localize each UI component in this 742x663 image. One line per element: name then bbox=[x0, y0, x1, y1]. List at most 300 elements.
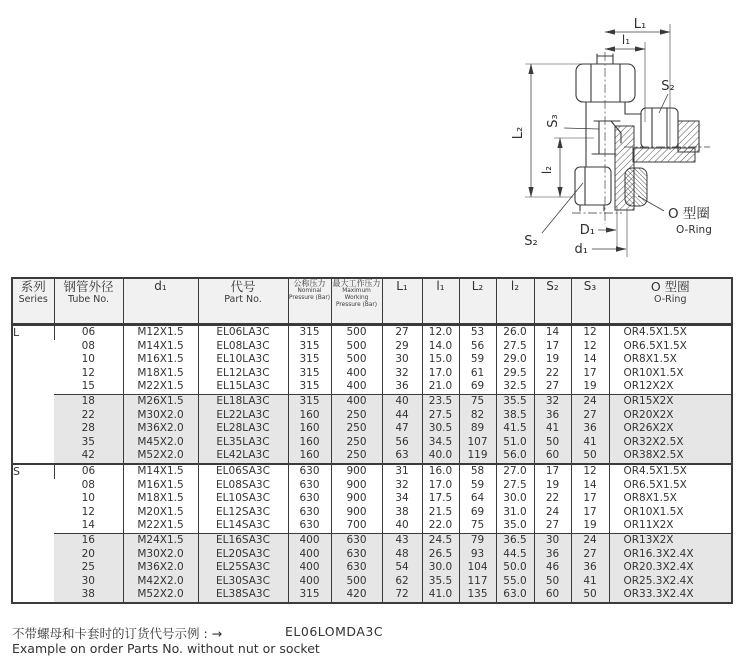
label-l1: l₁ bbox=[621, 33, 631, 47]
spec-row bbox=[12, 449, 732, 464]
spec-cell: OR11X2X bbox=[609, 519, 732, 533]
spec-cell: 315 bbox=[288, 588, 331, 603]
spec-cell: 60 bbox=[534, 449, 571, 464]
spec-cell: 400 bbox=[288, 548, 331, 562]
spec-cell: EL12SA3C bbox=[198, 506, 288, 520]
spec-cell: 42 bbox=[54, 449, 123, 464]
spec-cell: 22 bbox=[54, 409, 123, 423]
spec-cell: M18X1.5 bbox=[123, 492, 198, 506]
spec-cell: 400 bbox=[288, 533, 331, 547]
label-l2: l₂ bbox=[540, 165, 554, 175]
spec-cell: 104 bbox=[459, 561, 496, 575]
spec-cell: 12 bbox=[571, 325, 609, 340]
spec-cell: 250 bbox=[331, 436, 382, 450]
spec-cell: OR15X2X bbox=[609, 394, 732, 408]
label-L2: L₂ bbox=[511, 126, 526, 140]
spec-cell: 12 bbox=[81, 366, 95, 379]
column-header-zh: L₁ bbox=[396, 279, 408, 293]
column-header bbox=[12, 278, 54, 325]
cross-section-hatching bbox=[615, 121, 699, 210]
spec-cell: 17 bbox=[534, 464, 571, 479]
spec-cell: 250 bbox=[331, 409, 382, 423]
spec-cell: 25 bbox=[54, 561, 123, 575]
spec-cell: 27 bbox=[534, 519, 571, 533]
spec-cell: 630 bbox=[288, 492, 331, 506]
spec-cell: M26X1.5 bbox=[123, 394, 198, 408]
spec-cell: 10 bbox=[81, 353, 95, 366]
spec-cell: 38 bbox=[54, 588, 123, 603]
spec-cell: M22X1.5 bbox=[123, 380, 198, 394]
column-header-en: Series bbox=[18, 294, 48, 305]
spec-cell: 41.0 bbox=[422, 588, 459, 603]
spec-cell: 250 bbox=[331, 422, 382, 436]
spec-cell: 56 bbox=[459, 340, 496, 354]
spec-cell: 17.0 bbox=[422, 367, 459, 381]
spec-row bbox=[12, 561, 732, 575]
spec-cell: 46 bbox=[534, 561, 571, 575]
spec-cell: M14X1.5 bbox=[123, 340, 198, 354]
spec-cell: 36.5 bbox=[496, 533, 534, 547]
spec-cell: M22X1.5 bbox=[123, 519, 198, 533]
spec-cell: 27.5 bbox=[422, 409, 459, 423]
spec-cell: 24.5 bbox=[422, 533, 459, 547]
dimension-d1 bbox=[592, 210, 627, 257]
spec-cell: 63.0 bbox=[496, 588, 534, 603]
spec-cell: 54 bbox=[382, 561, 422, 575]
spec-cell: 27.5 bbox=[496, 340, 534, 354]
spec-cell: 41 bbox=[571, 575, 609, 589]
spec-cell: 16 bbox=[54, 533, 123, 547]
spec-cell: 19 bbox=[571, 519, 609, 533]
order-note-example: EL06LOMDA3C bbox=[285, 624, 384, 639]
spec-cell: 12 bbox=[81, 505, 95, 518]
spec-cell: EL06SA3C bbox=[198, 464, 288, 479]
spec-cell: 630 bbox=[288, 519, 331, 533]
spec-row bbox=[12, 533, 732, 547]
spec-cell: 14 bbox=[534, 325, 571, 340]
spec-cell: 08 bbox=[81, 339, 95, 352]
spec-row bbox=[12, 506, 732, 520]
spec-cell: OR32X2.5X bbox=[609, 436, 732, 450]
column-header bbox=[496, 278, 534, 325]
spec-cell: M24X1.5 bbox=[123, 533, 198, 547]
spec-row bbox=[12, 422, 732, 436]
spec-cell: M16X1.5 bbox=[123, 353, 198, 367]
column-header-zh: O 型圈 bbox=[650, 279, 690, 294]
spec-cell: 630 bbox=[331, 561, 382, 575]
spec-cell: 55.0 bbox=[496, 575, 534, 589]
column-header bbox=[422, 278, 459, 325]
column-header-zh: S₃ bbox=[583, 279, 597, 293]
spec-cell: 36 bbox=[382, 380, 422, 394]
spec-cell: 630 bbox=[288, 464, 331, 479]
spec-cell: EL14SA3C bbox=[198, 519, 288, 533]
column-header-zh: 代号 bbox=[230, 279, 256, 294]
spec-cell: 40.0 bbox=[422, 449, 459, 464]
spec-cell: OR26X2X bbox=[609, 422, 732, 436]
spec-cell: 20 bbox=[54, 548, 123, 562]
spec-cell: 34 bbox=[382, 492, 422, 506]
spec-cell: 50 bbox=[571, 588, 609, 603]
spec-cell: M16X1.5 bbox=[123, 479, 198, 493]
spec-cell: 19 bbox=[534, 353, 571, 367]
spec-row bbox=[12, 353, 732, 367]
spec-cell: 50.0 bbox=[496, 561, 534, 575]
spec-row bbox=[12, 519, 732, 533]
spec-cell: 21.0 bbox=[422, 380, 459, 394]
spec-cell: M20X1.5 bbox=[123, 506, 198, 520]
spec-cell: 79 bbox=[459, 533, 496, 547]
spec-cell: M14X1.5 bbox=[123, 464, 198, 479]
spec-cell: M36X2.0 bbox=[123, 422, 198, 436]
column-header-zh: d₁ bbox=[154, 279, 167, 293]
spec-cell: 12 bbox=[571, 340, 609, 354]
column-header-en: O-Ring bbox=[654, 294, 687, 305]
spec-cell: 900 bbox=[331, 506, 382, 520]
spec-cell: 420 bbox=[331, 588, 382, 603]
spec-cell: 17 bbox=[571, 506, 609, 520]
spec-cell: 47 bbox=[382, 422, 422, 436]
spec-cell: 35 bbox=[54, 436, 123, 450]
spec-cell: 36 bbox=[571, 561, 609, 575]
spec-cell: 315 bbox=[288, 340, 331, 354]
spec-cell: 75 bbox=[459, 519, 496, 533]
top-nut bbox=[576, 64, 635, 102]
spec-cell: OR13X2X bbox=[609, 533, 732, 547]
column-header-en: Part No. bbox=[224, 294, 262, 305]
spec-cell: 28 bbox=[54, 422, 123, 436]
spec-cell: M18X1.5 bbox=[123, 367, 198, 381]
spec-cell: 38 bbox=[382, 506, 422, 520]
column-header-zh: 公称压力 bbox=[293, 279, 326, 288]
label-S2-top: S₂ bbox=[661, 79, 675, 94]
spec-cell: 900 bbox=[331, 464, 382, 479]
spec-cell: 14 bbox=[571, 353, 609, 367]
spec-cell: OR25.3X2.4X bbox=[609, 575, 732, 589]
spec-cell: 500 bbox=[331, 575, 382, 589]
spec-cell: EL25SA3C bbox=[198, 561, 288, 575]
column-header-en: Nominal Pressure (Bar) bbox=[288, 288, 331, 301]
spec-cell: 630 bbox=[331, 548, 382, 562]
spec-cell: 400 bbox=[331, 394, 382, 408]
spec-cell: 06 bbox=[54, 325, 123, 340]
label-oring-zh: O 型圈 bbox=[668, 206, 710, 222]
fitting-diagram bbox=[498, 0, 742, 262]
spec-cell: 17.0 bbox=[422, 479, 459, 493]
column-header bbox=[534, 278, 571, 325]
spec-row bbox=[12, 548, 732, 562]
spec-cell: 27.0 bbox=[496, 464, 534, 479]
spec-cell: 400 bbox=[288, 575, 331, 589]
spec-cell: 51.0 bbox=[496, 436, 534, 450]
spec-cell: 56.0 bbox=[496, 449, 534, 464]
spec-cell: EL08LA3C bbox=[198, 340, 288, 354]
order-note-en: Example on order Parts No. without nut or socket bbox=[12, 641, 320, 656]
spec-cell: 24 bbox=[571, 394, 609, 408]
spec-cell: M36X2.0 bbox=[123, 561, 198, 575]
spec-cell: 69 bbox=[459, 380, 496, 394]
spec-cell: OR8X1.5X bbox=[609, 353, 732, 367]
spec-cell: EL10SA3C bbox=[198, 492, 288, 506]
spec-cell: 22 bbox=[534, 492, 571, 506]
order-note-zh: 不带螺母和卡套时的订货代号示例 : → bbox=[12, 626, 223, 641]
column-header bbox=[382, 278, 422, 325]
spec-cell: M30X2.0 bbox=[123, 548, 198, 562]
spec-row bbox=[12, 367, 732, 381]
spec-cell: 19 bbox=[534, 479, 571, 493]
spec-cell: 32 bbox=[534, 394, 571, 408]
spec-cell: 15.0 bbox=[422, 353, 459, 367]
spec-cell: 41.5 bbox=[496, 422, 534, 436]
spec-cell: OR4.5X1.5X bbox=[609, 464, 732, 479]
spec-cell: 315 bbox=[288, 380, 331, 394]
spec-cell: 58 bbox=[459, 464, 496, 479]
spec-cell: OR33.3X2.4X bbox=[609, 588, 732, 603]
spec-cell: 31.0 bbox=[496, 506, 534, 520]
spec-cell: 26.5 bbox=[422, 548, 459, 562]
spec-cell: 44 bbox=[382, 409, 422, 423]
spec-cell: 32 bbox=[382, 479, 422, 493]
spec-cell: EL30SA3C bbox=[198, 575, 288, 589]
spec-cell: 160 bbox=[288, 409, 331, 423]
spec-cell: 35.5 bbox=[422, 575, 459, 589]
spec-cell: 119 bbox=[459, 449, 496, 464]
spec-row bbox=[12, 464, 732, 479]
label-D1: D₁ bbox=[579, 223, 595, 238]
spec-cell: EL38SA3C bbox=[198, 588, 288, 603]
spec-cell: 29.0 bbox=[496, 353, 534, 367]
spec-cell: 32 bbox=[382, 367, 422, 381]
label-L1: L₁ bbox=[633, 17, 647, 32]
spec-row bbox=[12, 380, 732, 394]
spec-cell: 34.5 bbox=[422, 436, 459, 450]
spec-row bbox=[12, 325, 732, 340]
spec-cell: 69 bbox=[459, 506, 496, 520]
spec-cell: 59 bbox=[459, 353, 496, 367]
spec-cell: 17 bbox=[571, 367, 609, 381]
spec-cell: 19 bbox=[571, 380, 609, 394]
series-label: S bbox=[12, 464, 54, 603]
header-row bbox=[12, 278, 732, 325]
spec-cell: 48 bbox=[382, 548, 422, 562]
spec-cell: OR16.3X2.4X bbox=[609, 548, 732, 562]
spec-cell: EL10LA3C bbox=[198, 353, 288, 367]
label-S2-bottom: S₂ bbox=[524, 234, 538, 249]
spec-cell: EL18LA3C bbox=[198, 394, 288, 408]
column-header bbox=[609, 278, 732, 325]
label-S3: S₃ bbox=[546, 114, 561, 128]
spec-cell: 630 bbox=[331, 533, 382, 547]
spec-cell: 53 bbox=[459, 325, 496, 340]
spec-cell: OR12X2X bbox=[609, 380, 732, 394]
spec-cell: OR20X2X bbox=[609, 409, 732, 423]
spec-cell: 40 bbox=[382, 519, 422, 533]
column-header-zh: l₁ bbox=[436, 279, 445, 293]
column-header-zh: S₂ bbox=[546, 279, 559, 293]
spec-cell: 107 bbox=[459, 436, 496, 450]
spec-cell: 08 bbox=[81, 478, 95, 491]
spec-cell: 315 bbox=[288, 394, 331, 408]
column-header bbox=[331, 278, 382, 325]
column-header-en: Maximum Working Pressure (Bar) bbox=[335, 288, 378, 308]
spec-cell: M45X2.0 bbox=[123, 436, 198, 450]
spec-cell: 24 bbox=[571, 533, 609, 547]
spec-cell: 75 bbox=[459, 394, 496, 408]
column-header-zh: 钢管外径 bbox=[63, 279, 114, 294]
spec-cell: 31 bbox=[382, 464, 422, 479]
spec-cell: 30.0 bbox=[496, 492, 534, 506]
spec-cell: EL12LA3C bbox=[198, 367, 288, 381]
spec-cell: 30.0 bbox=[422, 561, 459, 575]
column-header bbox=[198, 278, 288, 325]
spec-cell: 400 bbox=[331, 367, 382, 381]
spec-cell: 500 bbox=[331, 340, 382, 354]
spec-cell: 41 bbox=[534, 422, 571, 436]
right-nut bbox=[641, 108, 678, 148]
column-header bbox=[459, 278, 496, 325]
spec-cell: 44.5 bbox=[496, 548, 534, 562]
spec-cell: 400 bbox=[331, 380, 382, 394]
spec-cell: 24 bbox=[534, 506, 571, 520]
spec-cell: 15 bbox=[81, 380, 95, 393]
column-header-zh: l₂ bbox=[510, 279, 520, 293]
spec-cell: 43 bbox=[382, 533, 422, 547]
spec-row bbox=[12, 409, 732, 423]
spec-cell: EL35LA3C bbox=[198, 436, 288, 450]
spec-cell: EL08SA3C bbox=[198, 479, 288, 493]
spec-cell: 30 bbox=[54, 575, 123, 589]
spec-cell: OR38X2.5X bbox=[609, 449, 732, 464]
spec-cell: 22.0 bbox=[422, 519, 459, 533]
spec-cell: 22 bbox=[534, 367, 571, 381]
spec-cell: 30 bbox=[382, 353, 422, 367]
spec-cell: 56 bbox=[382, 436, 422, 450]
spec-cell: 89 bbox=[459, 422, 496, 436]
column-header-zh: 最大工作压力 bbox=[332, 279, 381, 288]
o-ring-section bbox=[625, 168, 647, 206]
label-oring-en: O-Ring bbox=[676, 224, 712, 236]
spec-cell: OR10X1.5X bbox=[609, 506, 732, 520]
spec-cell: 30 bbox=[534, 533, 571, 547]
spec-cell: OR10X1.5X bbox=[609, 367, 732, 381]
spec-cell: OR20.3X2.4X bbox=[609, 561, 732, 575]
spec-cell: 21.5 bbox=[422, 506, 459, 520]
spec-cell: 29 bbox=[382, 340, 422, 354]
spec-cell: 27 bbox=[571, 409, 609, 423]
spec-cell: 700 bbox=[331, 519, 382, 533]
spec-cell: 900 bbox=[331, 492, 382, 506]
spec-cell: M52X2.0 bbox=[123, 449, 198, 464]
spec-cell: 117 bbox=[459, 575, 496, 589]
spec-cell: 160 bbox=[288, 422, 331, 436]
spec-cell: 14.0 bbox=[422, 340, 459, 354]
spec-row bbox=[12, 492, 732, 506]
spec-cell: 35.5 bbox=[496, 394, 534, 408]
spec-cell: EL22LA3C bbox=[198, 409, 288, 423]
spec-cell: 10 bbox=[81, 492, 95, 505]
spec-row bbox=[12, 394, 732, 408]
spec-cell: 400 bbox=[288, 561, 331, 575]
column-header-zh: 系列 bbox=[20, 279, 46, 294]
spec-cell: 23.5 bbox=[422, 394, 459, 408]
spec-cell: 41 bbox=[571, 436, 609, 450]
column-header bbox=[123, 278, 198, 325]
spec-cell: 500 bbox=[331, 353, 382, 367]
spec-row bbox=[12, 479, 732, 493]
spec-cell: 32.5 bbox=[496, 380, 534, 394]
column-header bbox=[288, 278, 331, 325]
spec-cell: 93 bbox=[459, 548, 496, 562]
spec-cell: EL28LA3C bbox=[198, 422, 288, 436]
spec-cell: 62 bbox=[382, 575, 422, 589]
label-d1: d₁ bbox=[574, 242, 588, 257]
spec-cell: 315 bbox=[288, 367, 331, 381]
spec-cell: 17 bbox=[571, 492, 609, 506]
spec-cell: EL16SA3C bbox=[198, 533, 288, 547]
spec-cell: EL15LA3C bbox=[198, 380, 288, 394]
spec-cell: 14 bbox=[81, 519, 95, 532]
spec-cell: 36 bbox=[534, 548, 571, 562]
spec-cell: 160 bbox=[288, 449, 331, 464]
column-header bbox=[571, 278, 609, 325]
column-header-en: Tube No. bbox=[67, 294, 110, 305]
spec-cell: 59 bbox=[459, 479, 496, 493]
spec-cell: 12 bbox=[571, 464, 609, 479]
spec-cell: OR6.5X1.5X bbox=[609, 479, 732, 493]
spec-cell: OR4.5X1.5X bbox=[609, 325, 732, 340]
spec-cell: 27 bbox=[534, 380, 571, 394]
spec-cell: 315 bbox=[288, 325, 331, 340]
spec-table bbox=[11, 277, 733, 604]
spec-row bbox=[12, 436, 732, 450]
spec-cell: 40 bbox=[382, 394, 422, 408]
spec-row bbox=[12, 575, 732, 589]
spec-cell: 35.0 bbox=[496, 519, 534, 533]
spec-cell: 26.0 bbox=[496, 325, 534, 340]
spec-cell: 16.0 bbox=[422, 464, 459, 479]
spec-cell: EL20SA3C bbox=[198, 548, 288, 562]
spec-cell: 64 bbox=[459, 492, 496, 506]
spec-cell: 135 bbox=[459, 588, 496, 603]
spec-cell: 27.5 bbox=[496, 479, 534, 493]
spec-cell: 12.0 bbox=[422, 325, 459, 340]
spec-cell: M30X2.0 bbox=[123, 409, 198, 423]
spec-cell: OR6.5X1.5X bbox=[609, 340, 732, 354]
spec-cell: 630 bbox=[288, 506, 331, 520]
spec-cell: 17.5 bbox=[422, 492, 459, 506]
spec-cell: 315 bbox=[288, 353, 331, 367]
spec-cell: 900 bbox=[331, 479, 382, 493]
spec-cell: M42X2.0 bbox=[123, 575, 198, 589]
spec-cell: 500 bbox=[331, 325, 382, 340]
spec-cell: M12X1.5 bbox=[123, 325, 198, 340]
spec-cell: 50 bbox=[571, 449, 609, 464]
spec-cell: OR8X1.5X bbox=[609, 492, 732, 506]
spec-cell: 27 bbox=[382, 325, 422, 340]
spec-row bbox=[12, 340, 732, 354]
spec-cell: 72 bbox=[382, 588, 422, 603]
spec-cell: 38.5 bbox=[496, 409, 534, 423]
spec-cell: 36 bbox=[534, 409, 571, 423]
spec-cell: EL42LA3C bbox=[198, 449, 288, 464]
spec-cell: 61 bbox=[459, 367, 496, 381]
spec-cell: 17 bbox=[534, 340, 571, 354]
spec-cell: M52X2.0 bbox=[123, 588, 198, 603]
column-header bbox=[54, 278, 123, 325]
spec-cell: 50 bbox=[534, 575, 571, 589]
spec-row bbox=[12, 588, 732, 603]
spec-cell: 06 bbox=[54, 464, 123, 479]
